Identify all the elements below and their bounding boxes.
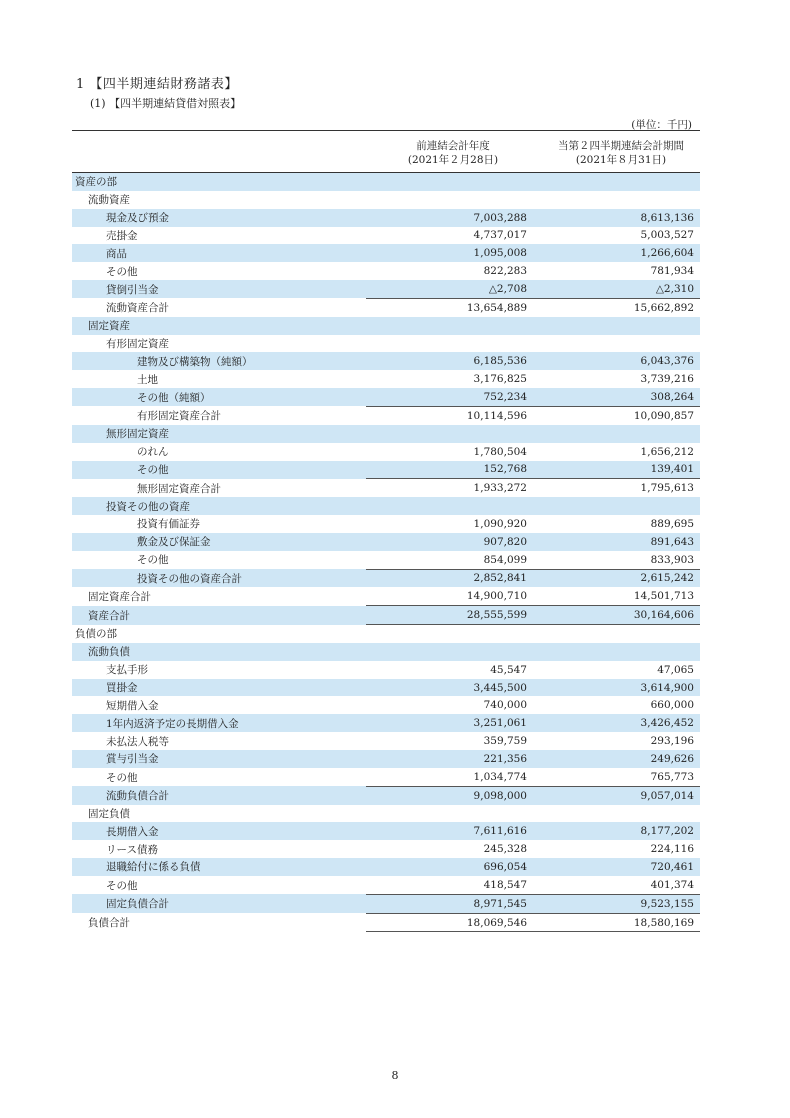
- current-value: △2,310: [533, 280, 700, 298]
- prior-value: 152,768: [366, 461, 533, 479]
- subtotal-row: [72, 587, 700, 605]
- current-value: 781,934: [650, 265, 694, 278]
- row-label: 負債合計: [88, 917, 130, 930]
- current-value: 3,614,900: [533, 679, 700, 697]
- current-value: [533, 335, 700, 353]
- current-value: [533, 625, 700, 643]
- table-row: [72, 643, 700, 661]
- table-row: [72, 625, 700, 643]
- row-label: リース債務: [106, 843, 158, 856]
- current-value: 8,177,202: [533, 822, 700, 840]
- prior-value: 907,820: [366, 533, 533, 551]
- row-label: 資産合計: [72, 606, 366, 625]
- table-row: [72, 335, 700, 353]
- prior-value: 18,069,546: [366, 913, 533, 932]
- row-label: 買掛金: [72, 679, 366, 697]
- row-label: 負債の部: [75, 628, 117, 641]
- current-value: 3,426,452: [533, 714, 700, 732]
- row-label: 流動負債合計: [72, 786, 366, 804]
- prior-value: 245,328: [483, 843, 527, 856]
- row-label: 固定資産: [72, 317, 366, 335]
- total-row: [72, 606, 700, 625]
- row-label: 1年内返済予定の長期借入金: [72, 714, 366, 732]
- row-label: 流動負債: [72, 643, 366, 661]
- table-row: [72, 370, 700, 388]
- total-row: [72, 913, 700, 932]
- current-value: 2,615,242: [533, 569, 700, 587]
- prior-value: 1,034,774: [473, 770, 527, 783]
- header-top-rule: [72, 130, 700, 131]
- row-label: 流動資産: [88, 194, 130, 207]
- current-value: 765,773: [650, 770, 694, 783]
- row-label: 有形固定資産: [106, 338, 169, 351]
- prior-value: 13,654,889: [366, 298, 533, 316]
- prior-value: 3,445,500: [366, 679, 533, 697]
- current-value: [533, 317, 700, 335]
- row-label: その他: [106, 771, 138, 784]
- table-row: [72, 280, 700, 298]
- table-row: [72, 425, 700, 443]
- report-heading: 1 【四半期連結財務諸表】: [76, 77, 238, 92]
- table-row: [72, 317, 700, 335]
- current-value: 18,580,169: [533, 913, 700, 932]
- current-value: [533, 191, 700, 209]
- subtotal-row: [72, 479, 700, 497]
- prior-value: 4,737,017: [473, 229, 527, 242]
- prior-value: 1,095,008: [366, 244, 533, 262]
- prior-value: △2,708: [366, 280, 533, 298]
- table-row: [72, 679, 700, 697]
- row-label: 投資有価証券: [137, 518, 200, 531]
- row-label: その他: [137, 554, 169, 567]
- table-row: [72, 551, 700, 569]
- row-label: その他: [106, 265, 138, 278]
- prior-value: 10,114,596: [366, 406, 533, 424]
- current-value: 47,065: [657, 663, 694, 676]
- column-header-date: (2021年８月31日): [575, 154, 667, 166]
- row-label: 無形固定資産: [72, 425, 366, 443]
- prior-value: [366, 625, 533, 643]
- table-row: [72, 388, 700, 406]
- prior-value: 418,547: [483, 878, 527, 891]
- prior-value: 9,098,000: [366, 786, 533, 804]
- prior-value: 1,780,504: [473, 445, 527, 458]
- table-row: [72, 244, 700, 262]
- prior-value: 740,000: [483, 699, 527, 712]
- current-value: 249,626: [533, 750, 700, 768]
- prior-value: [366, 805, 533, 823]
- prior-value: 1,933,272: [366, 479, 533, 497]
- row-label: 貸倒引当金: [72, 280, 366, 298]
- column-header-title: 当第２四半期連結会計期間: [558, 140, 684, 152]
- table-row: [72, 822, 700, 840]
- row-label: 短期借入金: [106, 699, 159, 712]
- prior-value: 359,759: [483, 735, 527, 748]
- table-row: [72, 768, 700, 786]
- current-value: 9,057,014: [533, 786, 700, 804]
- table-row: [72, 661, 700, 679]
- prior-value: 221,356: [366, 750, 533, 768]
- unit-label: (単位：千円): [631, 119, 692, 131]
- current-value: 139,401: [533, 461, 700, 479]
- prior-value: [366, 335, 533, 353]
- prior-value: 1,090,920: [473, 517, 527, 530]
- prior-value: [366, 497, 533, 515]
- row-label: 有形固定資産合計: [137, 410, 221, 423]
- row-label: 賞与引当金: [72, 750, 366, 768]
- prior-value: 6,185,536: [366, 352, 533, 370]
- prior-value: 822,283: [483, 265, 527, 278]
- page-number: 8: [391, 1069, 399, 1082]
- current-value: [533, 497, 700, 515]
- current-value: [533, 173, 700, 191]
- prior-value: [366, 191, 533, 209]
- current-value: 891,643: [533, 533, 700, 551]
- current-value: 293,196: [650, 735, 694, 748]
- table-row: [72, 443, 700, 461]
- row-label: 敷金及び保証金: [72, 533, 366, 551]
- current-value: [533, 643, 700, 661]
- row-label: 資産の部: [72, 173, 366, 191]
- table-row: [72, 227, 700, 245]
- current-value: 30,164,606: [533, 606, 700, 625]
- prior-value: [366, 317, 533, 335]
- row-label: 流動資産合計: [106, 302, 169, 315]
- current-value: 9,523,155: [533, 894, 700, 913]
- row-label: 現金及び預金: [72, 209, 366, 227]
- row-label: 固定負債: [88, 807, 130, 820]
- row-label: 建物及び構築物（純額）: [72, 352, 366, 370]
- prior-value: 7,611,616: [366, 822, 533, 840]
- table-row: [72, 461, 700, 479]
- row-label: 土地: [137, 373, 158, 386]
- table-row: [72, 497, 700, 515]
- column-header-date: (2021年２月28日): [407, 154, 499, 166]
- row-label: のれん: [137, 446, 169, 459]
- prior-value: 854,099: [483, 553, 527, 566]
- current-value: 308,264: [533, 388, 700, 406]
- current-value: 401,374: [650, 878, 694, 891]
- table-row: [72, 533, 700, 551]
- row-label: 長期借入金: [72, 822, 366, 840]
- current-value: 5,003,527: [640, 229, 694, 242]
- row-label: 退職給付に係る負債: [72, 858, 366, 876]
- current-value: 14,501,713: [633, 590, 694, 603]
- table-row: [72, 732, 700, 750]
- row-label: 無形固定資産合計: [137, 482, 221, 495]
- table-row: [72, 173, 700, 191]
- table-row: [72, 714, 700, 732]
- subtotal-row: [72, 786, 700, 804]
- row-label: その他: [72, 461, 366, 479]
- current-value: 1,656,212: [640, 445, 694, 458]
- prior-value: 45,547: [490, 663, 527, 676]
- current-value: 1,266,604: [533, 244, 700, 262]
- prior-value: 3,251,061: [366, 714, 533, 732]
- current-value: 8,613,136: [533, 209, 700, 227]
- row-label: 売掛金: [106, 229, 138, 242]
- prior-value: 752,234: [366, 388, 533, 406]
- current-value: 10,090,857: [533, 406, 700, 424]
- column-header-prior-period: [368, 139, 538, 167]
- prior-value: 3,176,825: [473, 373, 527, 386]
- row-label: 未払法人税等: [106, 735, 169, 748]
- subtotal-row: [72, 894, 700, 913]
- row-label: 投資その他の資産合計: [72, 569, 366, 587]
- column-header-title: 前連結会計年度: [416, 140, 490, 152]
- current-value: 660,000: [650, 699, 694, 712]
- current-value: [533, 805, 700, 823]
- current-value: 1,795,613: [533, 479, 700, 497]
- current-value: 224,116: [650, 843, 694, 856]
- table-row: [72, 840, 700, 858]
- table-row: [72, 209, 700, 227]
- table-row: [72, 858, 700, 876]
- prior-value: 28,555,599: [366, 606, 533, 625]
- row-label: 支払手形: [106, 664, 148, 677]
- current-value: 3,739,216: [640, 373, 694, 386]
- prior-value: 8,971,545: [366, 894, 533, 913]
- row-label: その他（純額）: [72, 388, 366, 406]
- table-row: [72, 515, 700, 533]
- column-header-current-period: [536, 139, 706, 167]
- prior-value: 14,900,710: [466, 590, 527, 603]
- table-row: [72, 750, 700, 768]
- prior-value: 696,054: [366, 858, 533, 876]
- current-value: 833,903: [650, 553, 694, 566]
- current-value: 15,662,892: [533, 298, 700, 316]
- table-row: [72, 696, 700, 714]
- prior-value: [366, 643, 533, 661]
- row-label: 商品: [72, 244, 366, 262]
- subtotal-row: [72, 406, 700, 424]
- table-row: [72, 805, 700, 823]
- current-value: 889,695: [650, 517, 694, 530]
- table-row: [72, 191, 700, 209]
- prior-value: [366, 173, 533, 191]
- table-row: [72, 876, 700, 894]
- subtotal-row: [72, 569, 700, 587]
- row-label: 固定負債合計: [72, 894, 366, 913]
- current-value: 720,461: [533, 858, 700, 876]
- row-label: 固定資産合計: [88, 591, 151, 604]
- statement-title: (1) 【四半期連結貸借対照表】: [90, 97, 242, 110]
- current-value: 6,043,376: [533, 352, 700, 370]
- balance-sheet-table: [72, 173, 700, 932]
- prior-value: 7,003,288: [366, 209, 533, 227]
- prior-value: 2,852,841: [366, 569, 533, 587]
- table-row: [72, 262, 700, 280]
- row-label: その他: [106, 879, 138, 892]
- table-row: [72, 352, 700, 370]
- prior-value: [366, 425, 533, 443]
- current-value: [533, 425, 700, 443]
- row-label: 投資その他の資産: [72, 497, 366, 515]
- subtotal-row: [72, 298, 700, 316]
